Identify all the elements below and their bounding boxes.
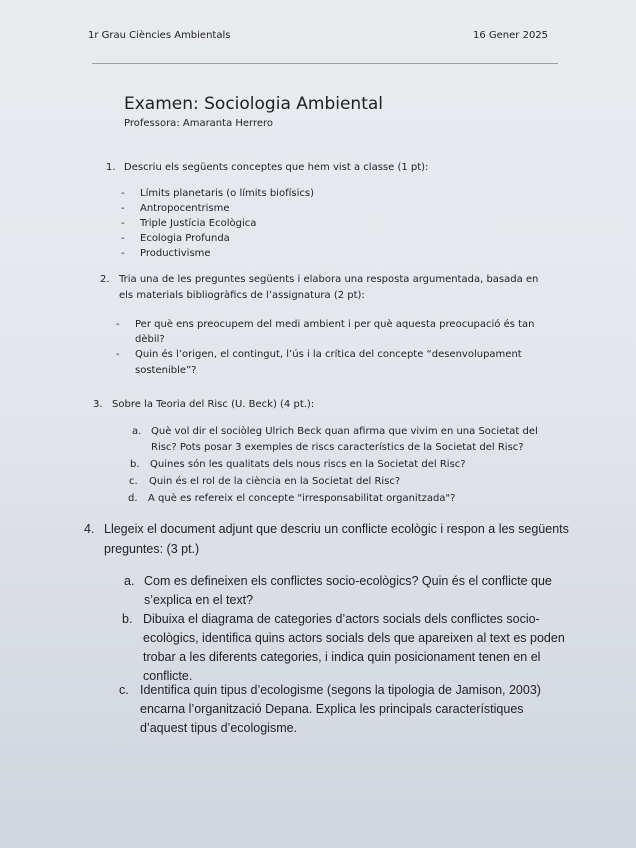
sub-item-line: Dibuixa el diagrama de categories d’actors socials dels conflictes socio-	[143, 612, 540, 626]
list-item-line: sostenible”?	[135, 365, 197, 376]
question-text-line: preguntes: (3 pt.)	[104, 542, 200, 556]
item-letter: c.	[119, 683, 129, 697]
sub-item-line: d’aquest tipus d’ecologisme.	[140, 721, 298, 735]
sub-item-line: A què es refereix el concepte "irresponsabilitat organitzada"?	[148, 493, 456, 504]
list-item: Límits planetaris (o límits biofísics)	[140, 188, 314, 199]
sub-item-line: encarna l’organització Depana. Explica les principals característiques	[140, 702, 524, 716]
item-letter: c.	[129, 476, 138, 487]
question-number: 3.	[93, 399, 103, 410]
bullet-dash: -	[121, 218, 125, 229]
question-text: Descriu els següents conceptes que hem vist a classe (1 pt):	[124, 162, 429, 173]
question-text-line: els materials bibliogràfics de l’assignatura (2 pt):	[119, 290, 365, 301]
item-letter: a.	[124, 574, 135, 588]
question-number: 1.	[106, 162, 116, 173]
list-item: Productivisme	[140, 248, 211, 259]
list-item-line: Per què ens preocupem del medi ambient i per què aquesta preocupació és tan	[135, 319, 535, 330]
list-item-line: Quin és l’origen, el contingut, l’ús i la crítica del concepte “desenvolupament	[135, 349, 522, 360]
item-letter: a.	[132, 426, 142, 437]
bullet-dash: -	[121, 248, 125, 259]
list-item: Triple Justícia Ecològica	[140, 218, 257, 229]
sub-item-line: conflicte.	[143, 669, 193, 683]
bullet-dash: -	[121, 188, 125, 199]
question-text-line: Llegeix el document adjunt que descriu un conflicte ecològic i respon a les següents	[104, 522, 569, 536]
header-divider	[92, 63, 558, 64]
bullet-dash: -	[121, 203, 125, 214]
question-text: Sobre la Teoria del Risc (U. Beck) (4 pt.):	[112, 399, 315, 410]
sub-item-line: Quines són les qualitats dels nous riscs en la Societat del Risc?	[150, 459, 466, 470]
question-number: 2.	[100, 274, 110, 285]
bullet-dash: -	[116, 349, 120, 360]
list-item: Antropocentrisme	[140, 203, 230, 214]
sub-item-line: Què vol dir el sociòleg Ulrich Beck quan afirma que vivim en una Societat del	[151, 426, 538, 437]
sub-item-line: ecològics, identifica quins actors socials dels que apareixen al text es poden	[143, 631, 565, 645]
list-item-line: dèbil?	[135, 334, 165, 345]
course-header: 1r Grau Ciències Ambientals	[88, 30, 231, 41]
question-text-line: Tria una de les preguntes següents i elabora una resposta argumentada, basada en	[119, 274, 539, 285]
bullet-dash: -	[121, 233, 125, 244]
question-number: 4.	[84, 522, 95, 536]
item-letter: b.	[122, 612, 133, 626]
sub-item-line: Com es defineixen els conflictes socio-ecològics? Quin és el conflicte que	[144, 574, 552, 588]
list-item: Ecologia Profunda	[140, 233, 230, 244]
exam-title: Examen: Sociologia Ambiental	[124, 94, 384, 114]
professor-name: Professora: Amaranta Herrero	[124, 118, 274, 129]
item-letter: d.	[128, 493, 138, 504]
date-header: 16 Gener 2025	[473, 30, 549, 41]
bullet-dash: -	[116, 319, 120, 330]
sub-item-line: Quin és el rol de la ciència en la Societat del Risc?	[149, 476, 401, 487]
item-letter: b.	[130, 459, 140, 470]
sub-item-line: Identifica quin tipus d’ecologisme (segons la tipologia de Jamison, 2003)	[140, 683, 541, 697]
sub-item-line: trobar a les diferents categories, i indica quin posicionament tenen en el	[143, 650, 541, 664]
sub-item-line: s’explica en el text?	[144, 593, 254, 607]
sub-item-line: Risc? Pots posar 3 exemples de riscs característics de la Societat del Risc?	[151, 442, 524, 453]
